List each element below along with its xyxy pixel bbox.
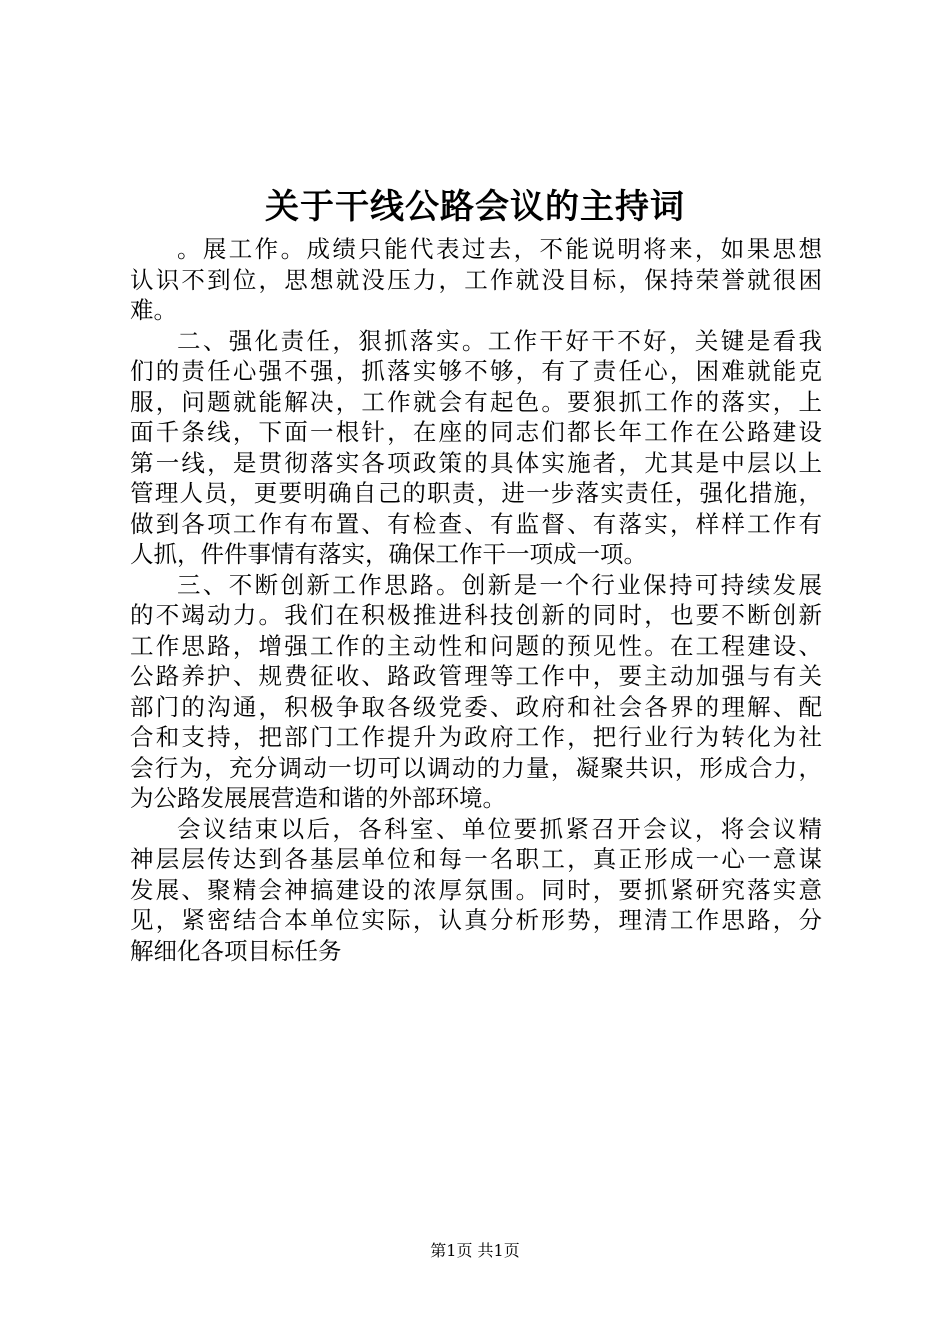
page-footer: 第1页 共1页 bbox=[430, 1241, 520, 1260]
body-line: 神层层传达到各基层单位和每一名职工，真正形成一心一意谋 bbox=[130, 845, 822, 873]
body-line: 见，紧密结合本单位实际，认真分析形势，理清工作思路，分 bbox=[130, 906, 822, 934]
body-line: 。展工作。成绩只能代表过去，不能说明将来，如果思想 bbox=[177, 235, 822, 263]
body-line: 难。 bbox=[130, 296, 177, 324]
body-line: 公路养护、规费征收、路政管理等工作中，要主动加强与有关 bbox=[130, 662, 822, 690]
body-line: 们的责任心强不强，抓落实够不够，有了责任心，困难就能克 bbox=[130, 357, 822, 385]
body-line: 部门的沟通，积极争取各级党委、政府和社会各界的理解、配 bbox=[130, 692, 822, 721]
body-line: 合和支持，把部门工作提升为政府工作，把行业行为转化为社 bbox=[130, 723, 822, 751]
body-line: 第一线，是贯彻落实各项政策的具体实施者，尤其是中层以上 bbox=[130, 448, 822, 477]
body-line: 会议结束以后，各科室、单位要抓紧召开会议，将会议精 bbox=[177, 814, 822, 843]
body-line: 发展、聚精会神搞建设的浓厚氛围。同时，要抓紧研究落实意 bbox=[130, 875, 822, 904]
body-line: 管理人员，更要明确自己的职责，进一步落实责任，强化措施， bbox=[130, 479, 822, 507]
body-line: 做到各项工作有布置、有检查、有监督、有落实，样样工作有 bbox=[130, 509, 822, 538]
body-line: 人抓，件件事情有落实，确保工作干一项成一项。 bbox=[130, 540, 647, 568]
body-line: 解细化各项目标任务 bbox=[130, 936, 342, 965]
body-line: 的不竭动力。我们在积极推进科技创新的同时，也要不断创新 bbox=[130, 601, 822, 629]
body-line: 三、不断创新工作思路。创新是一个行业保持可持续发展 bbox=[177, 570, 822, 599]
document-title: 关于干线公路会议的主持词 bbox=[265, 187, 685, 227]
body-line: 工作思路，增强工作的主动性和问题的预见性。在工程建设、 bbox=[130, 631, 822, 660]
body-line: 为公路发展展营造和谐的外部环境。 bbox=[130, 784, 506, 812]
body-line: 服，问题就能解决，工作就会有起色。要狠抓工作的落实，上 bbox=[130, 387, 822, 416]
body-line: 会行为，充分调动一切可以调动的力量，凝聚共识，形成合力， bbox=[130, 753, 822, 782]
body-line: 二、强化责任，狠抓落实。工作干好干不好，关键是看我 bbox=[177, 326, 822, 355]
body-line: 面千条线，下面一根针，在座的同志们都长年工作在公路建设 bbox=[130, 418, 822, 446]
document-body bbox=[130, 234, 822, 966]
body-line: 认识不到位，思想就没压力，工作就没目标，保持荣誉就很困 bbox=[130, 265, 822, 294]
